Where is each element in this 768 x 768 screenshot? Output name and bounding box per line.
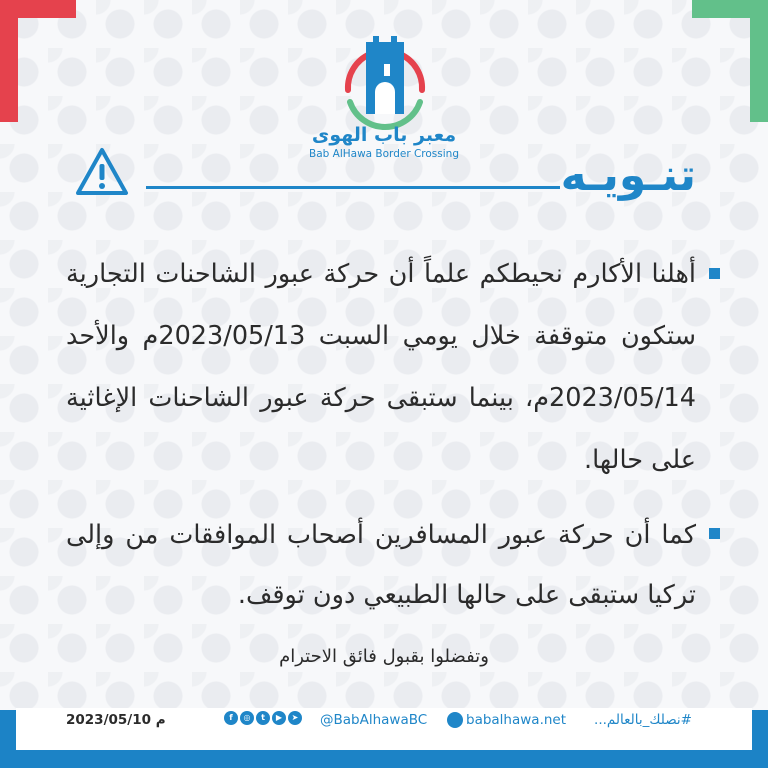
instagram-icon[interactable]: ◎ bbox=[240, 711, 254, 725]
footer-website-link[interactable]: babalhawa.net bbox=[466, 712, 567, 728]
facebook-icon[interactable]: f bbox=[224, 711, 238, 725]
twitter-icon[interactable]: t bbox=[256, 711, 270, 725]
brand-name-en: Bab AlHawa Border Crossing bbox=[309, 148, 459, 160]
bullet-1 bbox=[709, 268, 720, 279]
bab-alhawa-logo bbox=[334, 28, 436, 138]
youtube-icon[interactable]: ▶ bbox=[272, 711, 286, 725]
bullet-2 bbox=[709, 528, 720, 539]
footer-hashtag[interactable]: #نصلك_بالعالم... bbox=[594, 712, 692, 728]
brand-name-ar: معبر باب الهوى bbox=[311, 124, 457, 146]
footer-date: 2023/05/10 م bbox=[66, 712, 166, 728]
notice-paragraph-2: كما أن حركة عبور المسافرين أصحاب الموافقات من وإلى تركيا ستبقى على حالها الطبيعي دون توقف. bbox=[66, 520, 696, 610]
social-icons bbox=[224, 711, 302, 725]
corner-accent-red-side bbox=[0, 0, 18, 122]
footer-social-handle[interactable]: @BabAlhawaBC bbox=[320, 712, 428, 728]
title-divider bbox=[146, 186, 560, 189]
notice-title: تنـويـه bbox=[560, 150, 696, 201]
corner-accent-green-side bbox=[750, 0, 768, 122]
notice-paragraph-1: أهلنا الأكارم نحيطكم علماً أن حركة عبور الشاحنات التجارية ستكون متوقفة خلال يومي السبت 2023/05/13م والأحد 2023/05/14م، بينما ستبقى حركة عبور الشاحنات الإغاثية على حالها. bbox=[66, 259, 696, 475]
globe-icon bbox=[447, 712, 463, 728]
warning-triangle-icon bbox=[74, 146, 130, 198]
closing-text: وتفضلوا بقبول فائق الاحترام bbox=[279, 646, 489, 667]
telegram-icon[interactable]: ➤ bbox=[288, 711, 302, 725]
